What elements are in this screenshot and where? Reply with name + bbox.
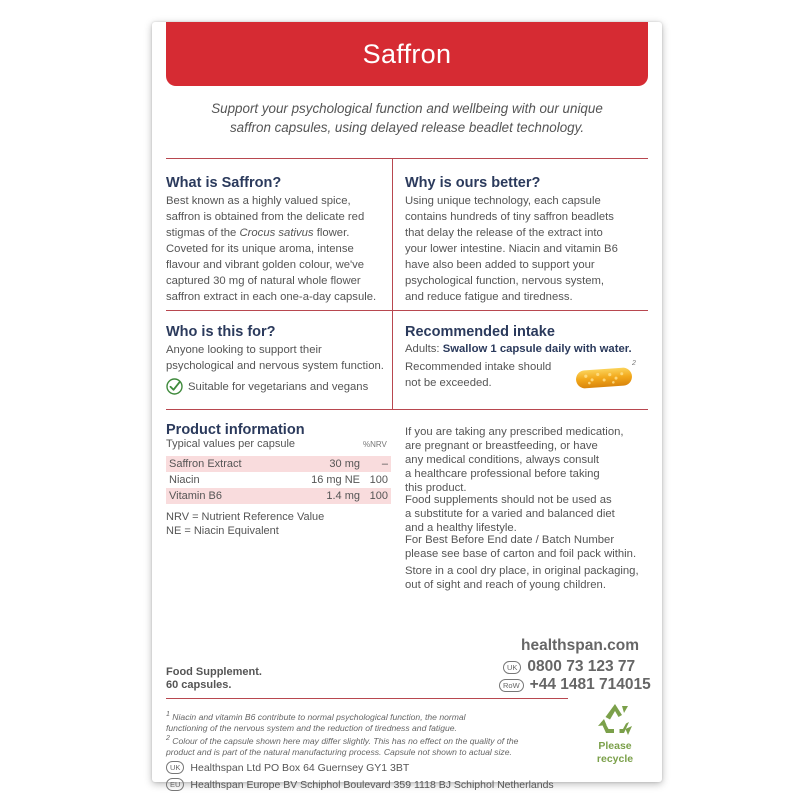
footnote-marker: 1 — [166, 711, 170, 718]
intro-line: saffron capsules, using delayed release beadlet technology. — [229, 120, 585, 135]
divider — [166, 310, 648, 311]
footnote-1 — [166, 709, 578, 734]
table-row — [166, 472, 391, 488]
text-line: psychological and nervous system function. — [166, 360, 384, 372]
text-line: Coveted for its unique aroma, intense — [166, 243, 354, 255]
text-line: saffron extract in each one-a-day capsule. — [166, 291, 377, 303]
who-heading: Who is this for? — [166, 324, 276, 340]
text-line: Please — [598, 740, 632, 752]
text-line: saffron is obtained from the delicate red — [166, 211, 365, 223]
text-line: your lower intestine. Niacin and vitamin B6 — [405, 243, 618, 255]
abbreviation-notes — [166, 510, 324, 538]
intro-tagline — [172, 99, 642, 137]
why-body — [405, 193, 650, 305]
region-tag: UK — [503, 661, 521, 674]
text-line — [166, 709, 578, 723]
batch-info — [405, 533, 650, 561]
nutrient-amount: 30 mg — [282, 456, 363, 472]
text-span: stigmas of the — [166, 227, 240, 239]
region-tag: EU — [166, 778, 184, 791]
why-heading: Why is ours better? — [405, 175, 541, 191]
capsule-icon — [574, 365, 636, 391]
vegetarian-label: Suitable for vegetarians and vegans — [188, 380, 369, 393]
text-line: a substitute for a varied and balanced diet — [405, 508, 615, 520]
intake-lead-label: Adults: — [405, 343, 443, 355]
what-heading: What is Saffron? — [166, 175, 282, 191]
text-span: Colour of the capsule shown here may differ slightly. This has no effect on the quality of the — [172, 735, 519, 746]
nutrient-name: Niacin — [169, 474, 200, 486]
text-line: not be exceeded. — [405, 377, 492, 389]
text-line — [166, 733, 578, 747]
text-line: functioning of the nervous system and the reduction of tiredness and fatigue. — [166, 722, 457, 733]
table-row — [166, 488, 391, 504]
text-line: this product. — [405, 482, 467, 494]
nutrient-nrv: 100 — [369, 474, 388, 486]
eu-address — [166, 778, 554, 791]
recycle-label — [584, 740, 646, 766]
intake-heading: Recommended intake — [405, 324, 555, 340]
text-line: psychological function, nervous system, — [405, 275, 605, 287]
text-line: have also been added to support your — [405, 259, 595, 271]
intake-instruction — [405, 343, 632, 355]
divider — [166, 158, 648, 159]
address-text: Healthspan Ltd PO Box 64 Guernsey GY1 3BT — [190, 761, 410, 774]
check-circle-icon — [166, 378, 183, 395]
capsule-count: 60 capsules. — [166, 679, 232, 691]
footnote-2 — [166, 733, 578, 758]
uk-phone-row — [503, 658, 635, 676]
nrv-note: NRV = Nutrient Reference Value — [166, 511, 325, 523]
text-line: For Best Before End date / Batch Number — [405, 534, 615, 546]
text-line: that delay the release of the extract into — [405, 227, 603, 239]
text-line: a healthcare professional before taking — [405, 468, 600, 480]
text-line: out of sight and reach of young children. — [405, 579, 606, 591]
text-line: product and is part of the natural manufacturing process. Capsule not shown to actual size. — [166, 746, 512, 757]
product-panel — [152, 22, 662, 791]
food-supplement-label — [166, 666, 262, 692]
nutrient-amount: 1.4 mg — [282, 488, 363, 504]
supplement-warning — [405, 493, 650, 535]
uk-phone-number[interactable]: 0800 73 123 77 — [527, 658, 636, 675]
nutrient-amount: 16 mg NE — [311, 474, 360, 486]
row-phone-row — [499, 676, 651, 694]
intake-warning — [405, 359, 570, 391]
text-line: contains hundreds of tiny saffron beadlets — [405, 211, 614, 223]
recycle-icon — [595, 702, 635, 738]
intro-line: Support your psychological function and wellbeing with our unique — [211, 101, 603, 116]
text-line: flavour and vibrant golden colour, we've — [166, 259, 365, 271]
text-line — [166, 225, 398, 241]
text-line: recycle — [596, 753, 634, 765]
nutrient-name: Vitamin B6 — [166, 488, 282, 504]
product-info-heading: Product information — [166, 422, 305, 438]
storage-info — [405, 564, 650, 592]
footnote-marker: 2 — [166, 735, 170, 742]
text-span: flower. — [313, 227, 350, 239]
product-info-subtitle: Typical values per capsule — [166, 438, 296, 450]
title-banner — [166, 22, 648, 86]
text-line: Using unique technology, each capsule — [405, 195, 601, 207]
table-row — [166, 456, 391, 472]
region-tag: UK — [166, 761, 184, 774]
nutrient-nrv: – — [363, 456, 391, 472]
uk-address — [166, 761, 409, 774]
footnote-marker: 2 — [632, 360, 636, 367]
divider — [166, 409, 648, 410]
nutrition-table — [166, 456, 391, 504]
divider — [392, 159, 393, 310]
address-text: Healthspan Europe BV Schiphol Boulevard 359 1118 BJ Schiphol Netherlands — [190, 778, 554, 791]
text-line: are pregnant or breastfeeding, or have — [405, 440, 598, 452]
nrv-header: %NRV — [363, 440, 387, 449]
text-line: Food supplements should not be used as — [405, 494, 612, 506]
intake-dose: Swallow 1 capsule daily with water. — [442, 343, 632, 355]
text-span: Niacin and vitamin B6 contribute to normal psychological function, the normal — [172, 711, 466, 722]
text-line: please see base of carton and foil pack within. — [405, 548, 637, 560]
medication-warning — [405, 425, 650, 495]
who-body — [166, 342, 398, 374]
text-line: captured 30 mg of natural whole flower — [166, 275, 361, 287]
product-title: Saffron — [362, 38, 452, 69]
divider — [392, 311, 393, 409]
text-line: and reduce fatigue and tiredness. — [405, 291, 573, 303]
nutrient-name: Saffron Extract — [166, 456, 282, 472]
nutrient-nrv: 100 — [363, 488, 391, 504]
divider — [166, 698, 568, 699]
vegetarian-badge — [166, 378, 368, 395]
text-line: If you are taking any prescribed medication, — [405, 426, 624, 438]
region-tag: RoW — [499, 679, 524, 692]
text-line: Anyone looking to support their — [166, 344, 322, 356]
text-line: Best known as a highly valued spice, — [166, 195, 351, 207]
ne-note: NE = Niacin Equivalent — [166, 525, 279, 537]
text-line: any medical conditions, always consult — [405, 454, 600, 466]
website-link[interactable]: healthspan.com — [521, 637, 639, 654]
row-phone-number[interactable]: +44 1481 714015 — [529, 676, 651, 693]
text-line: Store in a cool dry place, in original packaging, — [405, 565, 639, 577]
text-line: Food Supplement. — [166, 666, 262, 678]
text-line: Recommended intake should — [405, 361, 552, 373]
what-body — [166, 193, 398, 305]
latin-name: Crocus sativus — [239, 227, 314, 239]
text-line: and a healthy lifestyle. — [405, 522, 517, 534]
